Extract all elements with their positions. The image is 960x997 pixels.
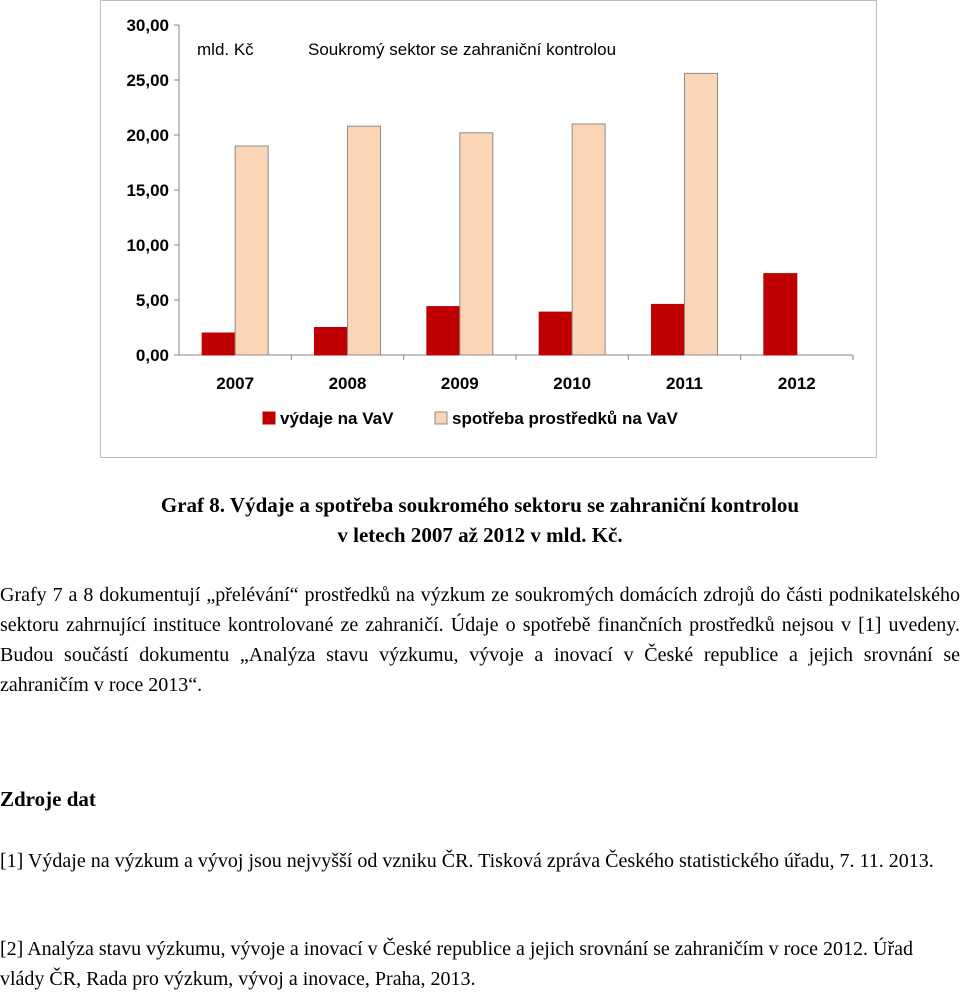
chart-title: Soukromý sektor se zahraniční kontrolou [308,40,617,59]
chart-unit-label: mld. Kč [197,40,254,59]
bar [460,133,493,355]
caption-line-1: Graf 8. Výdaje a spotřeba soukromého sektoru se zahraniční kontrolou [160,493,800,517]
x-tick-label: 2012 [777,374,816,393]
sources-heading: Zdroje dat [0,787,96,811]
bar [235,146,268,355]
y-tick-label: 5,00 [135,291,169,310]
legend-label: výdaje na VaV [280,409,394,428]
y-tick-label: 30,00 [126,16,169,35]
chart-frame [100,0,877,458]
x-tick-label: 2007 [216,374,255,393]
caption-line-2: v letech 2007 až 2012 v mld. Kč. [337,523,623,547]
x-tick-label: 2011 [666,374,703,393]
legend-swatch [435,412,447,424]
bar [539,312,572,355]
bar [427,307,460,355]
y-tick-label: 0,00 [135,346,169,365]
bar [315,328,348,356]
x-tick-label: 2010 [553,374,592,393]
figure-caption [0,490,960,550]
y-tick-label: 15,00 [126,181,169,200]
chart-bars [202,73,797,355]
reference-item: [1] Výdaje na výzkum a vývoj jsou nejvyšší od vzniku ČR. Tisková zpráva Českého statistického úřadu, 7. 11. 2013. [0,850,934,872]
bar [652,304,685,355]
chart-legend [263,409,678,428]
x-tick-label: 2008 [328,374,367,393]
bar [764,274,797,355]
bar [202,333,235,355]
legend-label: spotřeba prostředků na VaV [452,409,678,428]
bar [572,124,605,355]
y-tick-label: 10,00 [126,236,169,255]
body-paragraph: Grafy 7 a 8 dokumentují „přelévání“ prostředků na výzkum ze soukromých domácích zdrojů do části podnikatelského sektoru zahrnující instituce kontrolované ze zahraničí. Údaje o spotřebě finančních prostředků nejsou v [1] uvedeny. Budou součástí dokumentu „Analýza stavu výzkumu, vývoje a inovací v České republice a jejich srovnání se zahraničím v roce 2013“. [0,584,960,696]
y-tick-label: 25,00 [126,71,169,90]
legend-swatch [263,412,275,424]
bar [685,73,718,355]
bar-chart [101,1,878,459]
reference-item: [2] Analýza stavu výzkumu, vývoje a inovací v České republice a jejich srovnání se zahraničím v roce 2012. Úřad vlády ČR, Rada pro výzkum, vývoj a inovace, Praha, 2013. [0,938,914,990]
y-tick-label: 20,00 [126,126,169,145]
x-tick-label: 2009 [440,374,479,393]
bar [348,126,381,355]
